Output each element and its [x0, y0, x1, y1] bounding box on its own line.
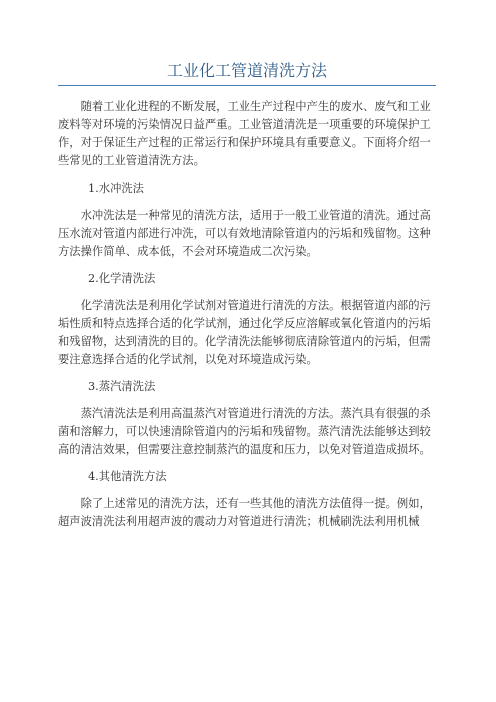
document-title: 工业化工管道清洗方法	[166, 61, 327, 80]
section-body-3: 蒸汽清洗法是利用高温蒸汽对管道进行清洗的方法。蒸汽具有很强的杀菌和溶解力，可以快速清除管道内的污垢和残留物。蒸汽清洗法能够达到较高的清洁效果，但需要注意控制蒸汽的温度和压力，以免对管道造成损坏。	[58, 407, 431, 456]
section-heading-2: 2.化学清洗法	[88, 272, 156, 285]
section-heading-4: 4.其他清洗方法	[88, 470, 167, 483]
intro-paragraph: 随着工业化进程的不断发展，工业生产过程中产生的废水、废气和工业废料等对环境的污染情况日益严重。工业管道清洗是一项重要的环境保护工作，对于保证生产过程的正常运行和保护环境具有重要意义。下面将介绍一些常见的工业管道清洗方法。	[58, 100, 431, 167]
section-body-1: 水冲洗法是一种常见的清洗方法，适用于一般工业管道的清洗。通过高压水流对管道内部进行冲洗，可以有效地清除管道内的污垢和残留物。这种方法操作简单、成本低，不会对环境造成二次污染。	[58, 209, 431, 258]
section-body-4: 除了上述常见的清洗方法，还有一些其他的清洗方法值得一提。例如，超声波清洗法利用超声波的震动力对管道进行清洗；机械刷洗法利用机械	[58, 497, 431, 528]
section-body-2: 化学清洗法是利用化学试剂对管道进行清洗的方法。根据管道内部的污垢性质和特点选择合适的化学试剂，通过化学反应溶解或氧化管道内的污垢和残留物，达到清洗的目的。化学清洗法能够彻底清除管道内的污垢，但需要注意选择合适的化学试剂，以免对环境造成污染。	[58, 299, 431, 366]
title-divider	[58, 85, 436, 86]
section-heading-3: 3.蒸汽清洗法	[88, 380, 156, 393]
section-heading-1: 1.水冲洗法	[88, 182, 144, 195]
